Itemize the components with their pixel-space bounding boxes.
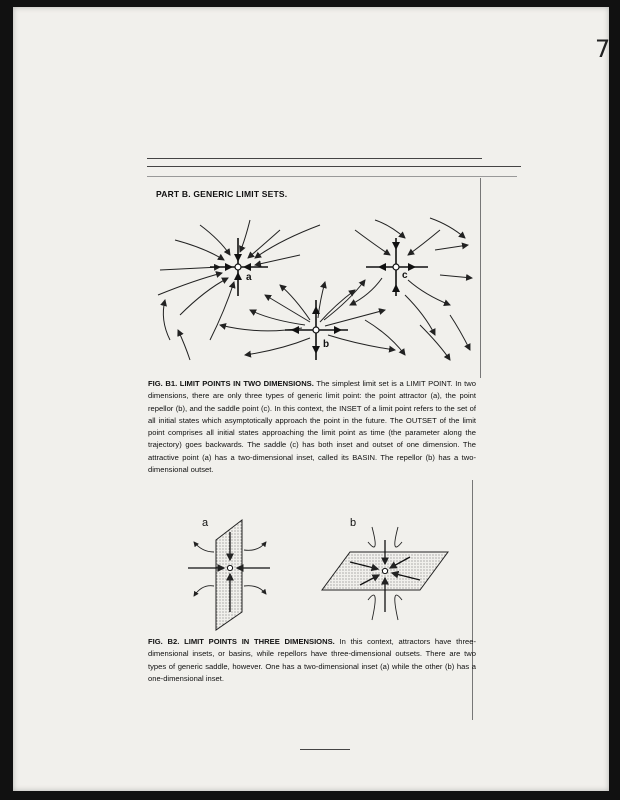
point-label-b: b [323, 339, 330, 350]
figure-b2-caption [148, 636, 476, 685]
figure-b1-text: The simplest limit set is a LIMIT POINT. In two dimensions, there are only three types of generic limit point: the point attractor (a), the point repellor (b), and the saddle point (c). In this context, the INSET of a limit point refers to the set of all initial states which asymptotically approach the point in the future. The OUTSET of the limit point comprises all initial states approaching the limit point as time (the parameter along the trajectory) goes backwards. The saddle (c) has both inset and outset of one dimension. The attractive point (a) has a two-dimensional inset, called its BASIN. The repellor (b) has a two-dimensional outset. [148, 379, 476, 475]
bottom-rule [300, 749, 350, 750]
top-rule [147, 158, 482, 159]
figure-b1-diagram [150, 210, 480, 375]
figure-b2-text: In this context, attractors have three-dimensional insets, or basins, while repellors have three-dimensional outsets. There are two types of generic saddle, however. One has a two-dimensional inset (a) while the other (b) has a one-dimensional inset. [148, 637, 476, 683]
figure-b2-label: FIG. B2. LIMIT POINTS IN THREE DIMENSIONS. [148, 637, 335, 646]
section-heading: PART B. GENERIC LIMIT SETS. [156, 189, 288, 199]
top-rule-3 [147, 176, 517, 177]
margin-tick [480, 178, 481, 378]
figure-b1-caption [148, 378, 476, 476]
page-number: 7 [595, 35, 611, 63]
top-rule-2 [147, 166, 521, 167]
figure-b2-diagram [180, 512, 470, 632]
point-label-c: c [402, 270, 408, 281]
panel-label-a: a [202, 517, 209, 529]
panel-label-b: b [350, 517, 357, 529]
figure-b1-label: FIG. B1. LIMIT POINTS IN TWO DIMENSIONS. [148, 379, 314, 388]
point-label-a: a [246, 272, 252, 283]
